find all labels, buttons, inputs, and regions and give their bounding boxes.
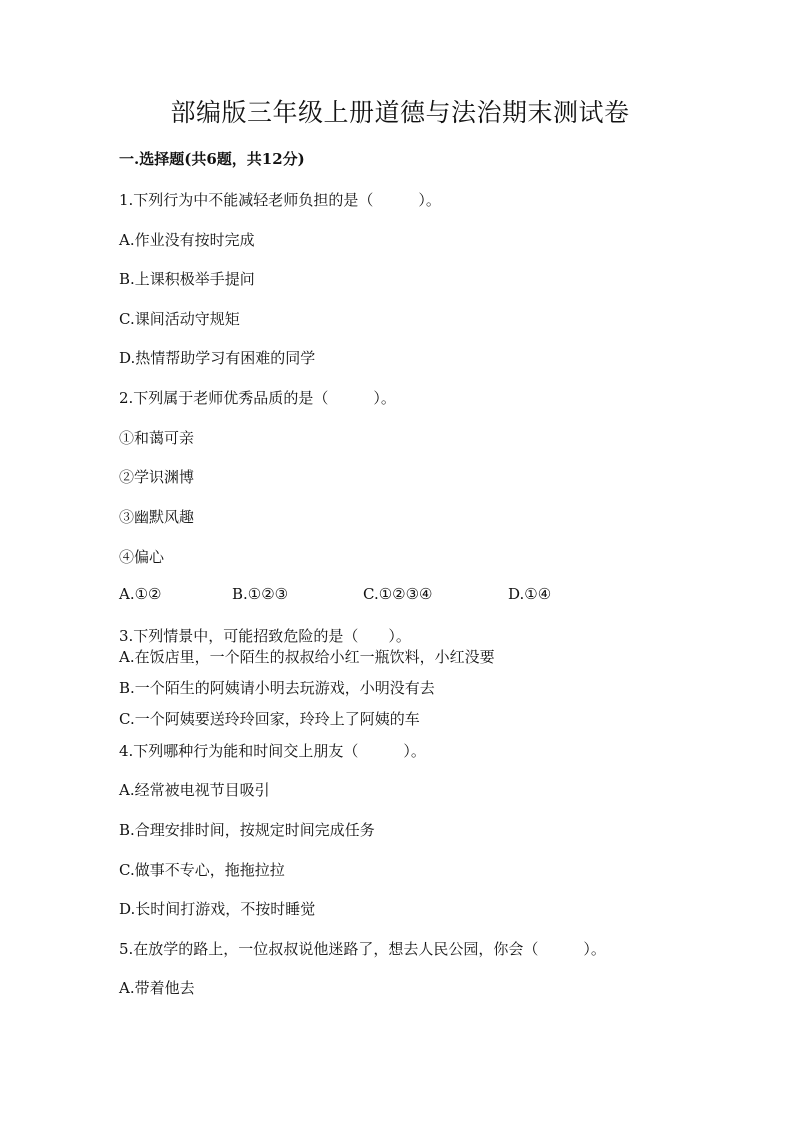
question-1-option-b: B.上课积极举手提问 xyxy=(119,270,255,288)
question-3-option-b: B.一个陌生的阿姨请小明去玩游戏，小明没有去 xyxy=(119,679,435,697)
question-1-option-d: D.热情帮助学习有困难的同学 xyxy=(119,349,316,367)
question-3-option-a: A.在饭店里，一个陌生的叔叔给小红一瓶饮料，小红没要 xyxy=(119,648,495,666)
question-4-option-c: C.做事不专心，拖拖拉拉 xyxy=(119,861,285,879)
question-2-stem: 2.下列属于老师优秀品质的是（ ）。 xyxy=(119,389,396,407)
question-2-item-2: ②学识渊博 xyxy=(119,468,195,486)
question-4-option-d: D.长时间打游戏，不按时睡觉 xyxy=(119,900,316,918)
question-3-stem: 3.下列情景中，可能招致危险的是（ ）。 xyxy=(119,627,411,645)
question-5-option-a: A.带着他去 xyxy=(119,979,195,997)
question-2-option-c: C.①②③④ xyxy=(363,585,433,603)
question-2-item-3: ③幽默风趣 xyxy=(119,508,195,526)
question-5-stem: 5.在放学的路上，一位叔叔说他迷路了，想去人民公园，你会（ ）。 xyxy=(119,940,606,958)
question-1-option-c: C.课间活动守规矩 xyxy=(119,310,240,328)
question-2-option-d: D.①④ xyxy=(508,585,552,603)
question-2-item-4: ④偏心 xyxy=(119,548,165,566)
section-heading: 一.选择题(共6题，共12分) xyxy=(119,150,305,168)
question-3-option-c: C.一个阿姨要送玲玲回家，玲玲上了阿姨的车 xyxy=(119,710,420,728)
question-2-item-1: ①和蔼可亲 xyxy=(119,429,195,447)
question-1-stem: 1.下列行为中不能减轻老师负担的是（ ）。 xyxy=(119,191,441,209)
question-4-option-a: A.经常被电视节目吸引 xyxy=(119,781,270,799)
question-2-options xyxy=(119,585,679,607)
question-2-option-b: B.①②③ xyxy=(232,585,289,603)
question-2-option-a: A.①② xyxy=(119,585,162,603)
question-4-stem: 4.下列哪种行为能和时间交上朋友（ ）。 xyxy=(119,742,426,760)
page-title: 部编版三年级上册道德与法治期末测试卷 xyxy=(170,98,630,127)
question-4-option-b: B.合理安排时间，按规定时间完成任务 xyxy=(119,821,375,839)
question-1-option-a: A.作业没有按时完成 xyxy=(119,231,255,249)
